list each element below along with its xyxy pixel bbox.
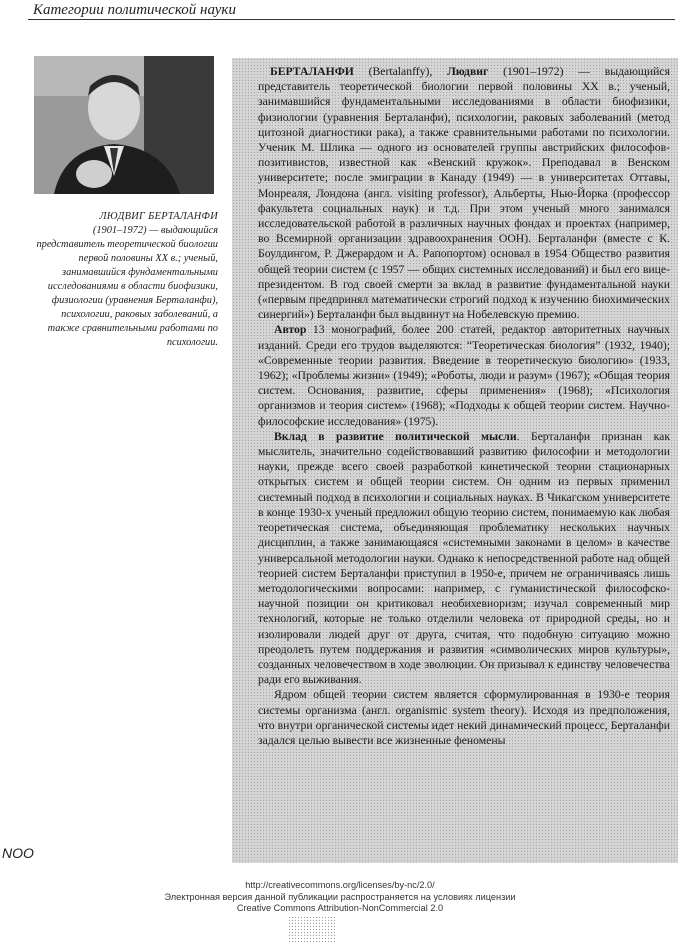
- license-url[interactable]: http://creativecommons.org/licenses/by-nc/2.0/: [245, 880, 435, 890]
- person-photo-icon: [34, 56, 214, 194]
- page-number-box: [288, 916, 336, 944]
- caption-years: (1901–1972): [92, 225, 147, 236]
- license-notice: [60, 880, 620, 915]
- article-body: [232, 58, 678, 863]
- paragraph-contribution: [258, 429, 670, 687]
- caption-text: — выдающийся представитель теоретической биологии первой половины XX в.; ученый, занимавшийся фундаментальными исследованиями в области биофизики, физиологии (уравнения Берталанфи), психологии, раковых заболеваний, а также сравнительными работами по психологии.: [36, 225, 218, 348]
- header-rule: [28, 19, 675, 20]
- bio-text: (1901–1972) — выдающийся представитель теоретической биологии первой половины XX в.; ученый, занимавшийся фундаментальными исследованиями в области биофизики, физиологии (уравнения Берталанфи), психологии, раковых заболеваний (метод цитозной диагностики рака), а также сравнительными работами по психологии. Ученик М. Шлика — одного из основателей группы австрийских философов-позитивистов, известной как «Венский кружок». Преподавал в Венском университете; после эмиграции в Канаду (1949) — в университетах Оттавы, Монреаля, Лондона (англ. visiting professor), Альберты, Нью-Йорка (профессор факультета социальных наук) и т.д. При этом ученый много занимался исследовательской работой в различных научных фондах и проектах (например, во Всемирной организации здравоохранения ООН). Берталанфи (вместе с К. Боулдингом, Р. Джерардом и А. Рапопортом) основал в 1954 Общество развития общей теории систем (с 1957 — общих системных исследований) и был его вице-президентом. В год своей смерти за вклад в развитие фундаментальной науки («первым предпринял математически строгий подход к изучению биохимических синергий») Берталанфи был выдвинут на Нобелевскую премию.: [258, 65, 670, 322]
- entry-firstname: Людвиг: [447, 65, 489, 78]
- side-tag: NOO: [2, 845, 34, 861]
- entry-latin-name: (Bertalanffy),: [353, 65, 448, 78]
- caption-name: ЛЮДВИГ БЕРТАЛАНФИ: [99, 211, 218, 222]
- license-name: Creative Commons Attribution-NonCommercial 2.0: [236, 903, 444, 913]
- paragraph-works: [258, 322, 670, 428]
- paragraph-theory: [258, 687, 670, 748]
- works-lead: Автор: [274, 323, 307, 337]
- contribution-text: . Берталанфи признан как мыслитель, значительно содействовавший развитию философии и методологии науки, прежде всего своей разработкой кинетической теории стационарных открытых систем и общей теории систем. Он одним из первых применил системный подход в психологии и социальных науках. В Чикагском университете в конце 1930-х ученый предложил общую теорию систем, понимаемую как любая теоретическая система, объединяющая проблематику нескольких научных дисциплин, а также занимающаяся «системными законами в целом» в качестве универсальной методологии науки. Однако к непосредственной работе над общей теорией систем Берталанфи приступил в 1950-е, причем не ограничиваясь лишь методологическими вопросами: например, с гуманистической философско-научной позиции он критиковал необихевиоризм; изучал современный мир технологий, которые не только отделили человека от природной среды, но и изолировали людей друг от друга, считая, что подобную ситуацию можно преодолеть путем поддержания и развития «символических миров культуры», созданных человечеством в ходе эволюции. Он призывал к единству человечества ради его выживания.: [258, 429, 670, 687]
- entry-surname: БЕРТАЛАНФИ: [270, 65, 354, 78]
- theory-text: Ядром общей теории систем является сформулированная в 1930-е теория системы организма (англ. organismic system theory). Исходя из предположения, что внутри органической системы идет некий динамический процесс, Берталанфи задался целью вывести все жизненные феномены: [258, 688, 670, 747]
- contribution-lead: Вклад в развитие политической мысли: [274, 429, 517, 443]
- paragraph-bio: [258, 64, 670, 322]
- running-title: Категории политической науки: [33, 2, 236, 18]
- works-text: 13 монографий, более 200 статей, редактор авторитетных научных изданий. Среди его трудов выделяются: “Теоретическая биология” (1932, 1940); «Современные теории развития. Введение в теоретическую биологию» (1933, 1962); «Проблемы жизни» (1949); «Роботы, люди и разум» (1967); «Общая теория систем. Основания, развитие, сферы применения» (1968); «Психология организмов и теория систем» (1968); «Подходы к общей теории систем. Научно-философские исследования» (1975).: [258, 323, 670, 428]
- photo-caption: [28, 210, 218, 350]
- license-line: Электронная версия данной публикации распространяется на условиях лицензии: [164, 891, 516, 902]
- portrait-photo: [34, 56, 214, 194]
